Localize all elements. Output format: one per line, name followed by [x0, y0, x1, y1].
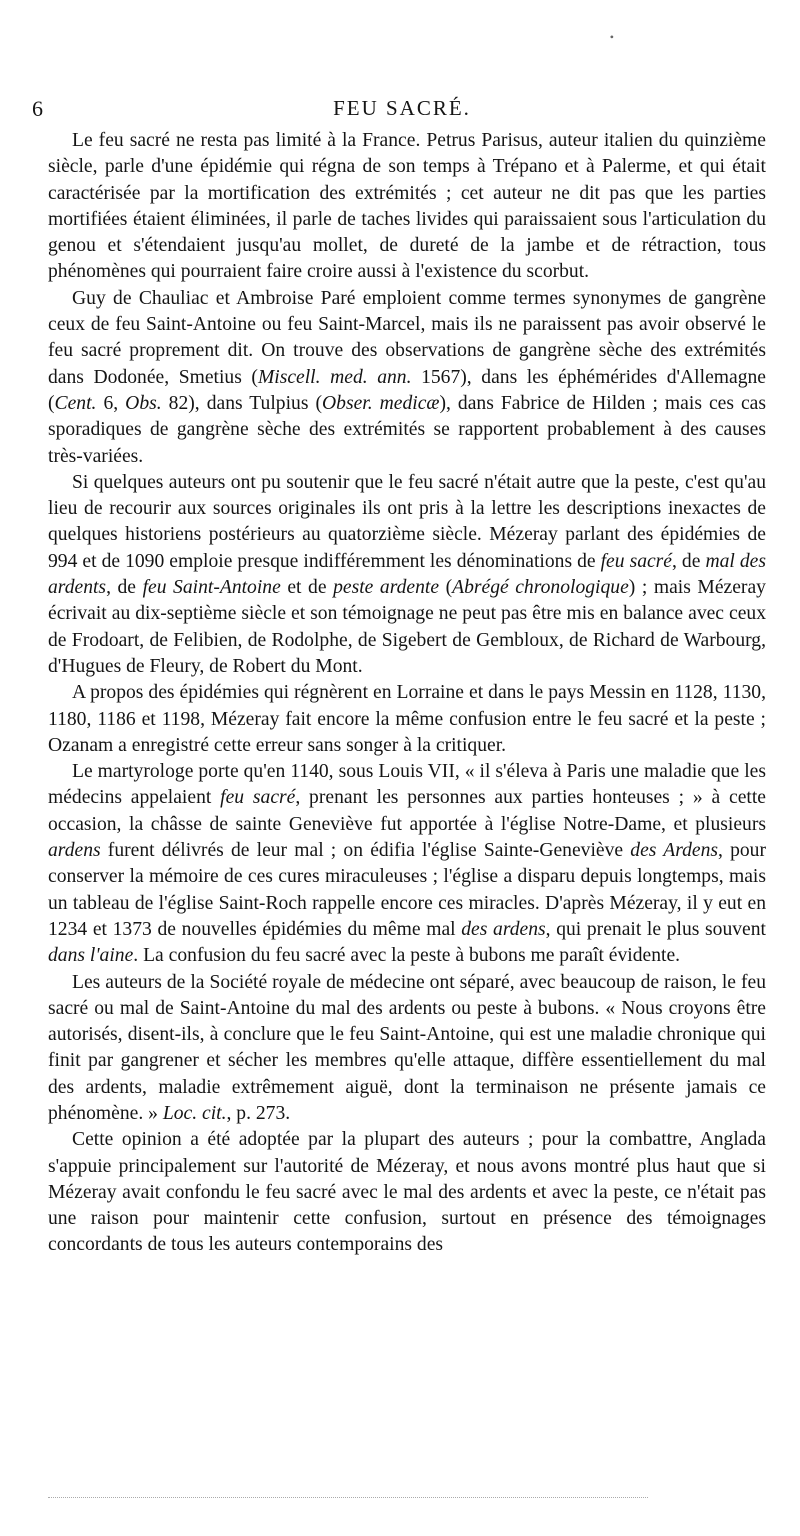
text-span: ), dans Fabrice de Hilden ; mais ces cas sporadiques de gangrène sèche des extrémités se rapportent probablement à des causes très-variées.: [48, 392, 767, 467]
text-span: , prenant les personnes aux parties honteuses ; » à cette occasion, la châsse de sainte Geneviève fut apportée à l'église Notre-Dame, et plusieurs: [48, 787, 766, 835]
italic-term: peste ardente: [333, 577, 440, 599]
paragraph-7: Cette opinion a été adoptée par la plupart des auteurs ; pour la combattre, Anglada s'appuie principalement sur l'autorité de Mézeray, et nous avons montré plus haut que si Mézeray avait confondu le feu sacré avec le mal des ardents et avec la peste, ce n'était pas une raison pour maintenir cette confusion, surtout en présence des témoignages concordants de tous les auteurs contemporains des: [48, 1129, 766, 1256]
text-span: 6,: [96, 392, 126, 414]
paragraph-1: Le feu sacré ne resta pas limité à la France. Petrus Parisus, auteur italien du quinzième siècle, parle d'une épidémie qui régna de son temps à Trépano et à Palerme, et qui était caractérisée par la mortification des extrémités ; cet auteur ne dit pas que les parties mortifiées étaient éliminées, il parle de taches livides qui paraissaient sous l'articulation du genou et s'étendaient jusqu'au mollet, de dureté de la jambe et de rétraction, tous phénomènes qui pourraient faire croire aussi à l'existence du scorbut.: [48, 130, 766, 283]
page-header: [32, 96, 772, 126]
text-span: Le martyrologe porte qu'en 1140, sous Louis VII, « il s'éleva à Paris une maladie que les médecins appelaient: [48, 761, 766, 809]
italic-term: mal des ardents: [48, 550, 766, 599]
italic-term: des ardens: [461, 918, 546, 940]
corner-mark: •: [609, 30, 614, 44]
italic-citation: Abrégé chronologique: [452, 577, 629, 599]
text-span: , qui prenait le plus souvent: [545, 918, 766, 940]
italic-citation: Cent.: [54, 392, 97, 414]
italic-term: dans l'aine: [48, 945, 134, 967]
paragraph-6: [48, 970, 766, 1128]
text-span: et de: [280, 577, 334, 599]
text-span: ) ; mais Mézeray écrivait au dix-septième siècle et son témoignage ne peut pas être mis en balance avec ceux de Frodoart, de Felibien, de Rodolphe, de Sigebert de Gembloux, de Richard de Warbourg, d'Hugues de Fleury, de Robert du Mont.: [48, 577, 766, 677]
text-span: Guy de Chauliac et Ambroise Paré emploient comme termes synonymes de gangrène ceux de feu Saint-Antoine ou feu Saint-Marcel, mais ils ne paraissent pas avoir observé le feu sacré proprement dit. On trouve des observations de gangrène sèche des extrémités dans Dodonée, Smetius (: [48, 287, 766, 388]
paragraph-5: [48, 759, 766, 969]
italic-term: feu sacré: [600, 550, 673, 572]
text-span: . La confusion du feu sacré avec la peste à bubons me paraît évidente.: [133, 945, 681, 967]
text-span: , p. 273.: [226, 1102, 291, 1124]
italic-term: des Ardens: [630, 840, 719, 862]
body-text: [48, 128, 766, 1259]
italic-citation: Loc. cit.: [162, 1102, 227, 1124]
text-span: furent délivrés de leur mal ; on édifia l'église Sainte-Geneviève: [100, 840, 631, 862]
text-span: , pour conserver la mémoire de ces cures miraculeuses ; l'église a disparu depuis longtemps, mais un tableau de l'église Saint-Roch rappelle encore ces miracles. D'après Mézeray, il y eut en 1234 et 1373 de nouvelles épidémies du même mal: [48, 840, 767, 940]
italic-term: ardens: [48, 840, 101, 862]
paragraph-2: [48, 286, 766, 470]
text-span: Les auteurs de la Société royale de médecine ont séparé, avec beaucoup de raison, le feu sacré ou mal de Saint-Antoine du mal des ardents ou peste à bubons. « Nous croyons être autorisés, disent-ils, à conclure que le feu Saint-Antoine, qui est une maladie chronique qui finit par gangrener et sécher les membres qu'elle attaque, diffère essentiellement du mal des ardents, maladie extrêmement aiguë, dont la terminaison ne présente jamais ce phénomène. »: [48, 971, 766, 1124]
italic-term: feu sacré: [220, 787, 296, 809]
text-span: , de: [106, 577, 143, 599]
footer-rule: [48, 1497, 648, 1498]
text-span: Si quelques auteurs ont pu soutenir que le feu sacré n'était autre que la peste, c'est qu'au lieu de recourir aux sources originales ils ont pris à la lettre les descriptions inexactes de quelques historiens postérieurs au quatorzième siècle. Mézeray parlant des épidémies de 994 et de 1090 emploie presque indifféremment les dénominations de: [48, 471, 766, 572]
paragraph-3: [48, 470, 766, 680]
running-title: FEU SACRÉ.: [333, 96, 471, 120]
text-span: 82), dans Tulpius (: [161, 392, 322, 414]
italic-term: feu Saint-Antoine: [142, 577, 281, 599]
italic-citation: Obs.: [125, 392, 162, 414]
italic-citation: Miscell. med. ann.: [257, 366, 412, 388]
text-span: 1567), dans les éphémérides d'Allemagne (: [48, 366, 766, 414]
text-span: (: [439, 577, 453, 599]
page-number: 6: [32, 96, 43, 121]
text-span: , de: [672, 550, 706, 572]
italic-citation: Obser. medicæ: [322, 392, 440, 414]
paragraph-4: A propos des épidémies qui régnèrent en Lorraine et dans le pays Messin en 1128, 1130, 1180, 1186 et 1198, Mézeray fait encore la même confusion entre le feu sacré et la peste ; Ozanam a enregistré cette erreur sans songer à la critiquer.: [48, 682, 766, 756]
